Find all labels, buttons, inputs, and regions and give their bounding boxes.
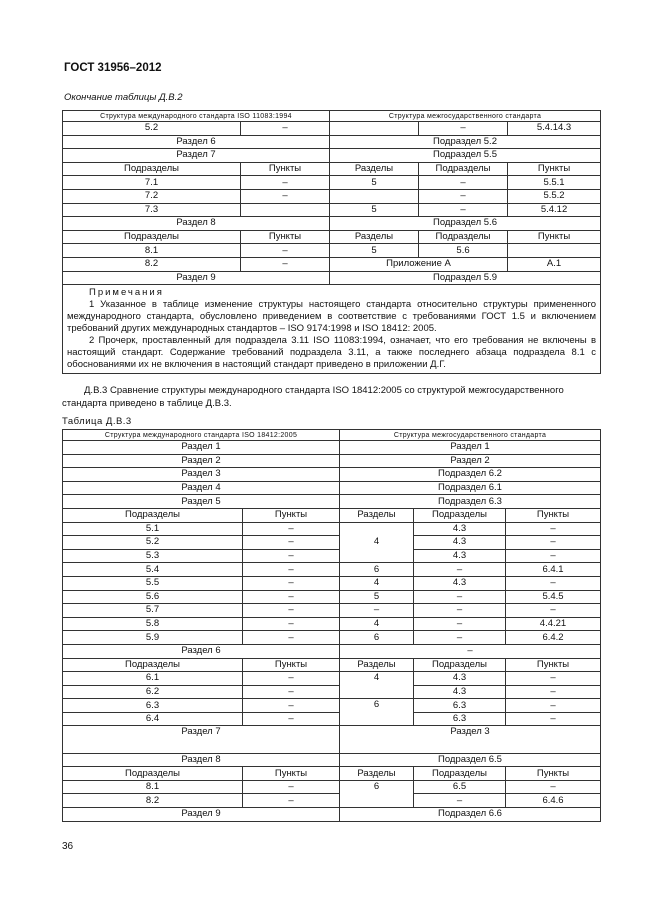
cell: Подразделы bbox=[63, 658, 243, 672]
cell: Пункты bbox=[241, 162, 330, 176]
table-row bbox=[63, 217, 601, 231]
cell: Подраздел 5.5 bbox=[330, 149, 601, 163]
cell: 6.1 bbox=[63, 672, 243, 686]
table-row bbox=[63, 189, 601, 203]
table-row bbox=[63, 563, 601, 577]
cell: Подраздел 6.6 bbox=[340, 808, 601, 822]
cell: – bbox=[243, 685, 340, 699]
table-row bbox=[63, 495, 601, 509]
column-heads-row bbox=[63, 508, 601, 522]
cell: – bbox=[414, 563, 506, 577]
cell: 6.3 bbox=[63, 699, 243, 713]
table-row bbox=[63, 712, 601, 726]
cell: Подраздел 6.2 bbox=[340, 468, 601, 482]
cell: Подразделы bbox=[63, 508, 243, 522]
cell: Подраздел 5.6 bbox=[330, 217, 601, 231]
cell: 5.5 bbox=[63, 576, 243, 590]
cell: Подраздел 6.1 bbox=[340, 481, 601, 495]
cell: 4.3 bbox=[414, 549, 506, 563]
column-heads-row bbox=[63, 658, 601, 672]
cell: 4.3 bbox=[414, 685, 506, 699]
cell: 7.3 bbox=[63, 203, 241, 217]
cell: – bbox=[419, 189, 508, 203]
table1-caption: Окончание таблицы Д.В.2 bbox=[64, 92, 183, 103]
cell: 8.2 bbox=[63, 257, 241, 271]
table-dv3 bbox=[62, 429, 601, 822]
cell: – bbox=[243, 549, 340, 563]
cell: Разделы bbox=[340, 658, 414, 672]
cell: 6.3 bbox=[414, 699, 506, 713]
cell: – bbox=[506, 712, 601, 726]
cell: Раздел 8 bbox=[63, 753, 340, 767]
cell: 5.8 bbox=[63, 617, 243, 631]
cell: – bbox=[506, 685, 601, 699]
table-row bbox=[63, 230, 601, 244]
cell: Пункты bbox=[506, 767, 601, 781]
cell: 5 bbox=[330, 176, 419, 190]
cell: Раздел 3 bbox=[340, 726, 601, 753]
cell: 6.4 bbox=[63, 712, 243, 726]
cell: Раздел 8 bbox=[63, 217, 330, 231]
table-header-row bbox=[63, 430, 601, 441]
cell: 4.3 bbox=[414, 672, 506, 686]
cell: 5.4.14.3 bbox=[508, 122, 601, 136]
cell: 6.3 bbox=[414, 712, 506, 726]
cell: – bbox=[414, 631, 506, 645]
cell: Подразделы bbox=[414, 658, 506, 672]
table-row bbox=[63, 726, 601, 740]
cell: – bbox=[243, 576, 340, 590]
table-row bbox=[63, 549, 601, 563]
table-row bbox=[63, 780, 601, 794]
cell: – bbox=[243, 604, 340, 618]
cell: 4 bbox=[340, 522, 414, 563]
cell: Подраздел 6.5 bbox=[340, 753, 601, 767]
cell bbox=[330, 122, 419, 136]
cell: – bbox=[506, 604, 601, 618]
cell: 5.4 bbox=[63, 563, 243, 577]
cell: Подразделы bbox=[63, 230, 241, 244]
cell: 5 bbox=[330, 203, 419, 217]
cell: – bbox=[419, 176, 508, 190]
cell: – bbox=[243, 590, 340, 604]
table-row bbox=[63, 468, 601, 482]
notes-title: Примечания bbox=[89, 287, 164, 299]
cell: – bbox=[506, 522, 601, 536]
cell: 4.4.21 bbox=[506, 617, 601, 631]
cell: 6.4.2 bbox=[506, 631, 601, 645]
cell: – bbox=[243, 617, 340, 631]
cell: 5.2 bbox=[63, 122, 241, 136]
cell: Подразделы bbox=[63, 162, 241, 176]
page-number: 36 bbox=[62, 841, 74, 852]
cell: – bbox=[241, 176, 330, 190]
note-2: 2 Прочерк, проставленный для подраздела 3.11 ISO 11083:1994, означает, что его требования не включены в настоящий стандарт. Содержание требований подраздела 3.11, а также последнего абзаца подраздела 8.1 с обоснованиями их не включения в настоящий стандарт приведено в приложении Д.Г. bbox=[67, 335, 597, 371]
cell: – bbox=[243, 699, 340, 713]
table-row bbox=[63, 522, 601, 536]
cell: 4 bbox=[340, 672, 414, 699]
cell: – bbox=[414, 604, 506, 618]
cell: Подраздел 5.2 bbox=[330, 135, 601, 149]
cell: 6.2 bbox=[63, 685, 243, 699]
cell: Разделы bbox=[330, 162, 419, 176]
cell: – bbox=[243, 536, 340, 550]
table-row bbox=[63, 122, 601, 136]
cell bbox=[330, 189, 419, 203]
table-row bbox=[63, 808, 601, 822]
cell: – bbox=[241, 257, 330, 271]
table-row bbox=[63, 753, 601, 767]
cell: – bbox=[506, 672, 601, 686]
table-row bbox=[63, 454, 601, 468]
cell: – bbox=[506, 549, 601, 563]
header-international: Структура международного стандарта ISO 11083:1994 bbox=[63, 111, 330, 122]
notes-row bbox=[63, 285, 601, 374]
table-row bbox=[63, 644, 601, 658]
cell: – bbox=[419, 203, 508, 217]
cell: – bbox=[243, 631, 340, 645]
cell: Пункты bbox=[508, 230, 601, 244]
table-row bbox=[63, 685, 601, 699]
table2-caption: Таблица Д.В.3 bbox=[62, 416, 132, 427]
table-row bbox=[63, 631, 601, 645]
section-paragraph: Д.В.3 Сравнение структуры международного стандарта ISO 18412:2005 со структурой межгосударственного стандарта приведено в таблице Д.В.3. bbox=[62, 385, 564, 409]
cell: 4.3 bbox=[414, 536, 506, 550]
cell: – bbox=[506, 536, 601, 550]
note-1: 1 Указанное в таблице изменение структуры настоящего стандарта относительно структуры примененного международного стандарта, обусловлено приведением в соответствие с требованиями ГОСТ 1.5 и включением требований других международных стандартов – ISO 9174:1998 и ISO 18412: 2005. bbox=[67, 299, 597, 335]
header-international: Структура международного стандарта ISO 18412:2005 bbox=[63, 430, 340, 441]
cell: 8.2 bbox=[63, 794, 243, 808]
table-row bbox=[63, 149, 601, 163]
table-row bbox=[63, 257, 601, 271]
cell: 8.1 bbox=[63, 244, 241, 258]
table-row bbox=[63, 672, 601, 686]
cell: 6.5 bbox=[414, 780, 506, 794]
cell: Раздел 2 bbox=[63, 454, 340, 468]
notes-cell bbox=[63, 285, 601, 374]
cell: Подраздел 5.9 bbox=[330, 271, 601, 285]
cell: – bbox=[414, 794, 506, 808]
cell: – bbox=[340, 604, 414, 618]
cell: 5.6 bbox=[63, 590, 243, 604]
table-row bbox=[63, 441, 601, 455]
cell bbox=[508, 244, 601, 258]
cell: 6.4.6 bbox=[506, 794, 601, 808]
cell: Пункты bbox=[243, 767, 340, 781]
cell: – bbox=[243, 522, 340, 536]
table-row bbox=[63, 536, 601, 550]
cell: 4.3 bbox=[414, 576, 506, 590]
cell: – bbox=[241, 244, 330, 258]
cell: А.1 bbox=[508, 257, 601, 271]
cell: Пункты bbox=[506, 658, 601, 672]
cell: Раздел 2 bbox=[340, 454, 601, 468]
cell: 6 bbox=[340, 631, 414, 645]
cell: Пункты bbox=[508, 162, 601, 176]
table-row bbox=[63, 203, 601, 217]
cell: Раздел 1 bbox=[63, 441, 340, 455]
cell: 7.1 bbox=[63, 176, 241, 190]
cell: 5 bbox=[340, 590, 414, 604]
table-row bbox=[63, 590, 601, 604]
table-row bbox=[63, 176, 601, 190]
cell: Приложение А bbox=[330, 257, 508, 271]
cell: 5.6 bbox=[419, 244, 508, 258]
cell: – bbox=[243, 672, 340, 686]
cell: Пункты bbox=[243, 658, 340, 672]
cell: 5.5.2 bbox=[508, 189, 601, 203]
cell: – bbox=[414, 590, 506, 604]
cell: – bbox=[506, 699, 601, 713]
cell: Разделы bbox=[340, 508, 414, 522]
cell: 5.1 bbox=[63, 522, 243, 536]
cell: – bbox=[506, 780, 601, 794]
cell: 5.4.12 bbox=[508, 203, 601, 217]
cell: 8.1 bbox=[63, 780, 243, 794]
cell: – bbox=[241, 122, 330, 136]
cell: 4 bbox=[340, 617, 414, 631]
cell: 5.2 bbox=[63, 536, 243, 550]
cell: 6 bbox=[340, 699, 414, 726]
header-interstate: Структура межгосударственного стандарта bbox=[340, 430, 601, 441]
table-row bbox=[63, 617, 601, 631]
cell: – bbox=[241, 189, 330, 203]
table-row bbox=[63, 794, 601, 808]
cell: Раздел 1 bbox=[340, 441, 601, 455]
cell: 4.3 bbox=[414, 522, 506, 536]
cell: Подразделы bbox=[414, 767, 506, 781]
table-row bbox=[63, 576, 601, 590]
cell: Разделы bbox=[340, 767, 414, 781]
cell: Разделы bbox=[330, 230, 419, 244]
cell: Подраздел 6.3 bbox=[340, 495, 601, 509]
cell: Раздел 3 bbox=[63, 468, 340, 482]
table-row bbox=[63, 271, 601, 285]
cell: 5.9 bbox=[63, 631, 243, 645]
cell: 5.4.5 bbox=[506, 590, 601, 604]
cell: Пункты bbox=[506, 508, 601, 522]
cell: – bbox=[243, 780, 340, 794]
cell: – bbox=[414, 617, 506, 631]
cell: Подразделы bbox=[63, 767, 243, 781]
cell: 6 bbox=[340, 780, 414, 807]
table-row bbox=[63, 135, 601, 149]
cell: – bbox=[419, 122, 508, 136]
cell: Раздел 9 bbox=[63, 808, 340, 822]
cell: – bbox=[243, 794, 340, 808]
cell: Подразделы bbox=[419, 162, 508, 176]
document-header: ГОСТ 31956–2012 bbox=[64, 62, 162, 74]
table-row bbox=[63, 481, 601, 495]
cell bbox=[241, 203, 330, 217]
cell: – bbox=[340, 644, 601, 658]
cell: 7.2 bbox=[63, 189, 241, 203]
cell: 5 bbox=[330, 244, 419, 258]
table-row bbox=[63, 244, 601, 258]
cell: Подразделы bbox=[419, 230, 508, 244]
cell: 4 bbox=[340, 576, 414, 590]
cell: Подразделы bbox=[414, 508, 506, 522]
cell: – bbox=[506, 576, 601, 590]
cell: Пункты bbox=[243, 508, 340, 522]
table-row bbox=[63, 604, 601, 618]
cell: 6 bbox=[340, 563, 414, 577]
cell: 5.5.1 bbox=[508, 176, 601, 190]
cell: Раздел 7 bbox=[63, 149, 330, 163]
header-interstate: Структура межгосударственного стандарта bbox=[330, 111, 601, 122]
table-dv2-end bbox=[62, 110, 601, 374]
cell: Раздел 9 bbox=[63, 271, 330, 285]
cell: 6.4.1 bbox=[506, 563, 601, 577]
table-header-row bbox=[63, 111, 601, 122]
cell: Раздел 6 bbox=[63, 135, 330, 149]
table-row bbox=[63, 162, 601, 176]
cell: Раздел 5 bbox=[63, 495, 340, 509]
cell: 5.3 bbox=[63, 549, 243, 563]
cell: – bbox=[243, 563, 340, 577]
cell: Пункты bbox=[241, 230, 330, 244]
cell: Раздел 4 bbox=[63, 481, 340, 495]
cell: – bbox=[243, 712, 340, 726]
column-heads-row bbox=[63, 767, 601, 781]
cell: Раздел 6 bbox=[63, 644, 340, 658]
table-row bbox=[63, 699, 601, 713]
cell: 5.7 bbox=[63, 604, 243, 618]
cell: Раздел 7 bbox=[63, 726, 340, 753]
